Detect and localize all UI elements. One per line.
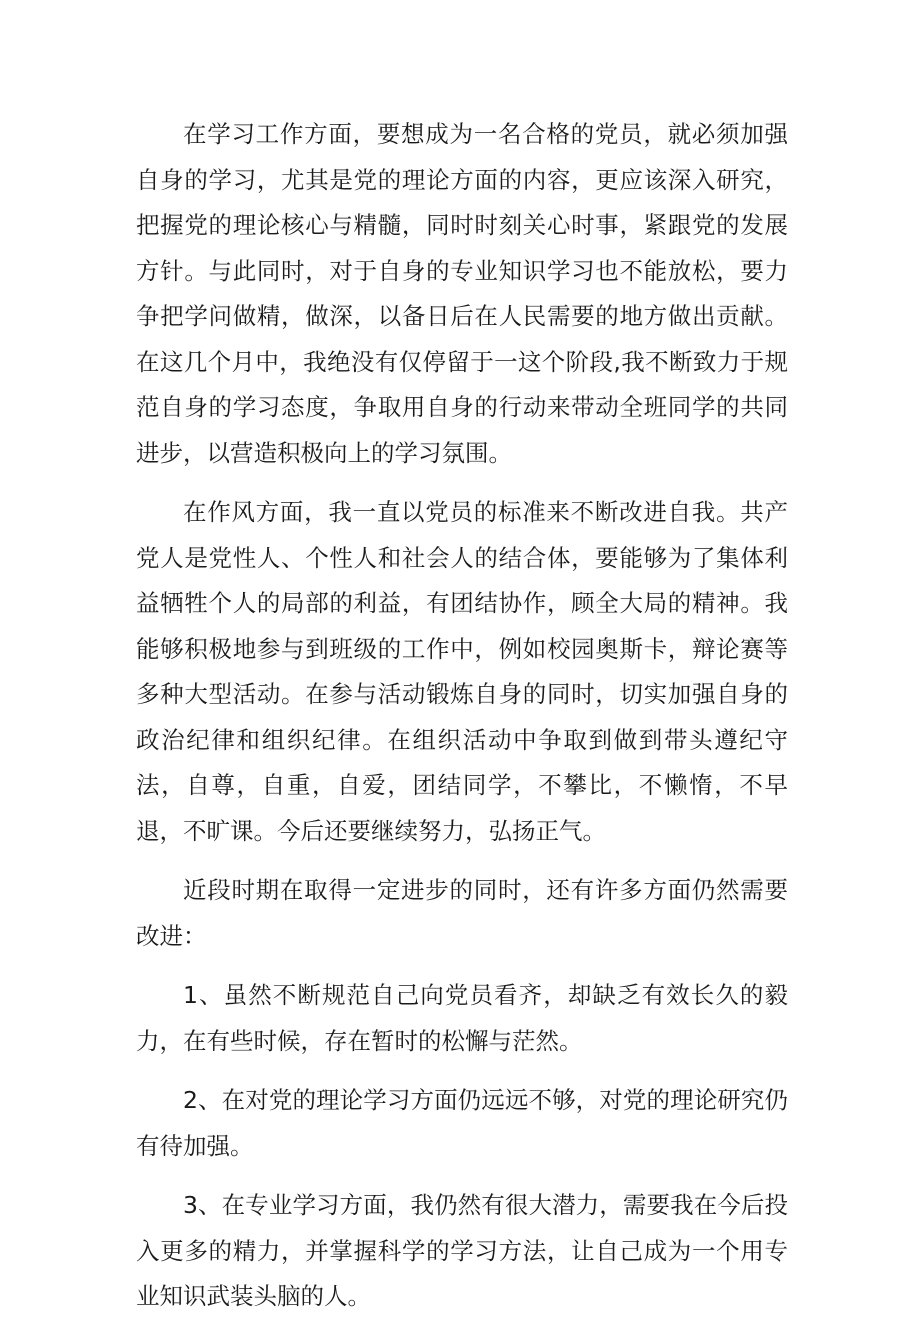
paragraph-conduct: 在作风方面，我一直以党员的标准来不断改进自我。共产党人是党性人、个性人和社会人的结合体，要能够为了集体利益牺牲个人的局部的利益，有团结协作，顾全大局的精神。我能够积极地参与到班级的工作中，例如校园奥斯卡，辩论赛等多种大型活动。在参与活动锻炼自身的同时，切实加强自身的政治纪律和组织纪律。在组织活动中争取到做到带头遵纪守法，自尊，自重，自爱，团结同学，不攀比，不懒惰，不早退，不旷课。今后还要继续努力，弘扬正气。 (136, 498, 788, 845)
list-item-1: 1、虽然不断规范自己向党员看齐，却缺乏有效长久的毅力，在有些时候，存在暂时的松懈与茫然。 (136, 981, 788, 1055)
paragraph-improvement-intro: 近段时期在取得一定进步的同时，还有许多方面仍然需要改进： (136, 876, 788, 950)
list-item-3: 3、在专业学习方面，我仍然有很大潜力，需要我在今后投入更多的精力，并掌握科学的学习方法，让自己成为一个用专业知识武装头脑的人。 (136, 1191, 788, 1310)
document-body (136, 112, 788, 1334)
paragraph-study: 在学习工作方面，要想成为一名合格的党员，就必须加强自身的学习，尤其是党的理论方面的内容，更应该深入研究，把握党的理论核心与精髓，同时时刻关心时事，紧跟党的发展方针。与此同时，对于自身的专业知识学习也不能放松，要力争把学问做精，做深，以备日后在人民需要的地方做出贡献。在这几个月中，我绝没有仅停留于一这个阶段,我不断致力于规范自身的学习态度，争取用自身的行动来带动全班同学的共同进步，以营造积极向上的学习氛围。 (136, 120, 788, 467)
list-item-2: 2、在对党的理论学习方面仍远远不够，对党的理论研究仍有待加强。 (136, 1086, 788, 1160)
